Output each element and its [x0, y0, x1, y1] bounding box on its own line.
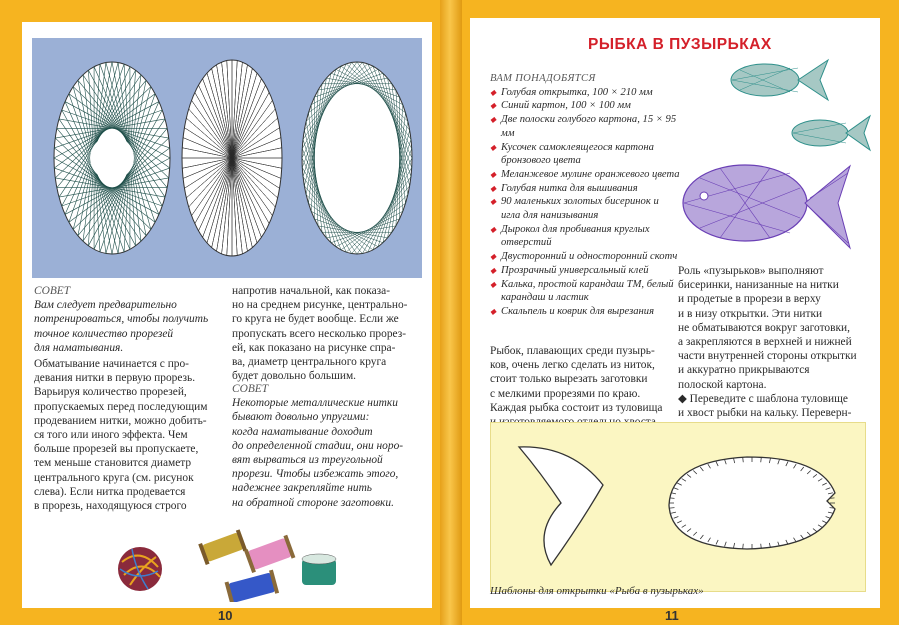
body-line: в прорезь, находящуюся строго — [34, 500, 187, 513]
body-line: и продетые в прорези в верху — [678, 293, 821, 306]
tip-label: СОВЕТ — [34, 285, 71, 297]
body-line: продеванием нитки, можно добить- — [34, 414, 207, 427]
body-column-2 — [678, 264, 878, 434]
body-line: ков, очень легко сделать из ниток, — [490, 359, 655, 372]
tip-line: надежнее закрепляйте нить — [232, 482, 372, 495]
body-line: бисеринки, нанизанные на нитки — [678, 279, 839, 292]
body-line: го круга не будет вообще. Если же — [232, 313, 399, 326]
material-item: ◆ Две полоски голубого картона, 15 × 95 мм — [490, 113, 680, 140]
right-page — [470, 18, 880, 608]
body-line: с мелкими прорезями по краю. — [490, 387, 641, 400]
book-spine — [440, 0, 462, 625]
oval-small-circle — [54, 62, 170, 254]
body-line: ся того или иного эффекта. Чем — [34, 429, 188, 442]
template-panel — [490, 422, 866, 592]
fish-small-top — [731, 60, 828, 100]
body-line: Рыбок, плавающих среди пузырь- — [490, 345, 655, 357]
body-line: и в низу открытки. Эти нитки — [678, 307, 823, 320]
material-item: ◆ Калька, простой карандаш ТМ, белый карандаш и ластик — [490, 278, 680, 305]
material-item: ◆ 90 маленьких золотых бисеринок и игла для нанизывания — [490, 195, 680, 222]
tail-template — [519, 447, 603, 565]
body-line: центрального круга (см. рисунок — [34, 471, 194, 484]
body-line: полоской картона. — [678, 378, 767, 391]
body-line: Каждая рыбка состоит из туловища — [490, 401, 663, 414]
tip-line: потренироваться, чтобы получить — [34, 313, 209, 326]
tip-line: прорези. Чтобы избежать этого, — [232, 468, 399, 481]
body-line: пропускаемых перед последующим — [34, 400, 208, 413]
fish-small-middle — [792, 116, 870, 150]
template-caption: Шаблоны для открытки «Рыба в пузырьках» — [490, 585, 704, 597]
materials-list — [490, 72, 680, 319]
body-line: не обматываются вокруг заготовки, — [678, 321, 850, 334]
material-item: ◆ Двусторонний и односторонний скотч — [490, 250, 680, 264]
body-line: тем меньше становится диаметр — [34, 457, 192, 470]
string-art-ovals-photo — [32, 38, 422, 278]
body-column-1 — [34, 357, 229, 513]
body-line: Роль «пузырьков» выполняют — [678, 265, 824, 277]
body-column-1 — [490, 344, 685, 429]
tip-line: бывают довольно упругими: — [232, 411, 370, 424]
page-number-right: 11 — [665, 608, 679, 623]
page-number-left: 10 — [218, 608, 233, 623]
thread-spools-photo — [112, 527, 352, 602]
body-line: Обматывание начинается с про- — [34, 358, 189, 370]
tip-line: для наматывания. — [34, 341, 124, 354]
material-item: ◆ Дырокол для пробивания круглых отверстий — [490, 223, 680, 250]
body-line: ей, как показано на рисунке спра- — [232, 341, 396, 354]
tip-line: вят вырваться из треугольной — [232, 454, 383, 467]
spool-pink — [244, 535, 295, 573]
spool-blue — [225, 570, 280, 602]
tip-line: на обратной стороне заготовки. — [232, 496, 394, 509]
body-line: стоит только вырезать заготовки — [490, 373, 648, 386]
material-item: ◆ Скальпель и коврик для вырезания — [490, 305, 680, 319]
tip-block-2 — [232, 382, 427, 510]
body-line: части внутренней стороны открытки — [678, 350, 857, 363]
body-line: пропускать всего несколько прорез- — [232, 327, 407, 340]
tip-line: точное количество прорезей — [34, 327, 174, 340]
materials-heading: ВАМ ПОНАДОБЯТСЯ — [490, 73, 596, 84]
fish-illustrations — [670, 48, 880, 268]
body-line: а закрепляются в верхней и нижней — [678, 336, 852, 349]
tip-line: до определенной стадии, они норо- — [232, 439, 404, 452]
oval-no-circle — [182, 60, 282, 256]
tip-line: когда наматывание доходит — [232, 425, 373, 438]
material-item: ◆ Голубая открытка, 100 × 210 мм — [490, 86, 680, 100]
body-line: и аккуратно прикрываются — [678, 364, 810, 377]
fish-large-purple — [683, 165, 850, 248]
tip-line: Некоторые металлические нитки — [232, 397, 398, 410]
body-line: но на среднем рисунке, центрально- — [232, 299, 408, 312]
material-item: ◆ Меланжевое мулине оранжевого цвета — [490, 168, 680, 182]
material-item: ◆ Синий картон, 100 × 100 мм — [490, 99, 680, 113]
body-line: больше прорезей вы пропускаете, — [34, 443, 199, 456]
body-column-2 — [232, 284, 427, 383]
body-line: ва, диаметр центрального круга — [232, 356, 387, 369]
tip-line: Вам следует предварительно — [34, 299, 177, 312]
body-line: Варьируя количество прорезей, — [34, 386, 187, 399]
material-item: ◆ Кусочек самоклеящегося картона бронзового цвета — [490, 141, 680, 168]
body-line: будет довольно большим. — [232, 370, 357, 383]
spool-green — [302, 554, 336, 585]
page-title: РЫБКА В ПУЗЫРЬКАХ — [588, 36, 772, 53]
left-page — [22, 22, 432, 608]
step-line: ◆ Переведите с шаблона туловище — [678, 392, 848, 405]
yarn-ball — [118, 547, 162, 591]
tip-block-1 — [34, 284, 224, 355]
oval-large-circle — [302, 62, 412, 254]
material-item: ◆ Голубая нитка для вышивания — [490, 182, 680, 196]
step-line: и хвост рыбки на кальку. Переверн- — [678, 407, 852, 420]
tip-label: СОВЕТ — [232, 383, 269, 395]
spool-gold — [198, 529, 247, 565]
body-line: напротив начальной, как показа- — [232, 285, 391, 297]
body-line: слева). Если нитка продевается — [34, 485, 186, 498]
material-item: ◆ Прозрачный универсальный клей — [490, 264, 680, 278]
body-line: девания нитки в первую прорезь. — [34, 372, 196, 385]
